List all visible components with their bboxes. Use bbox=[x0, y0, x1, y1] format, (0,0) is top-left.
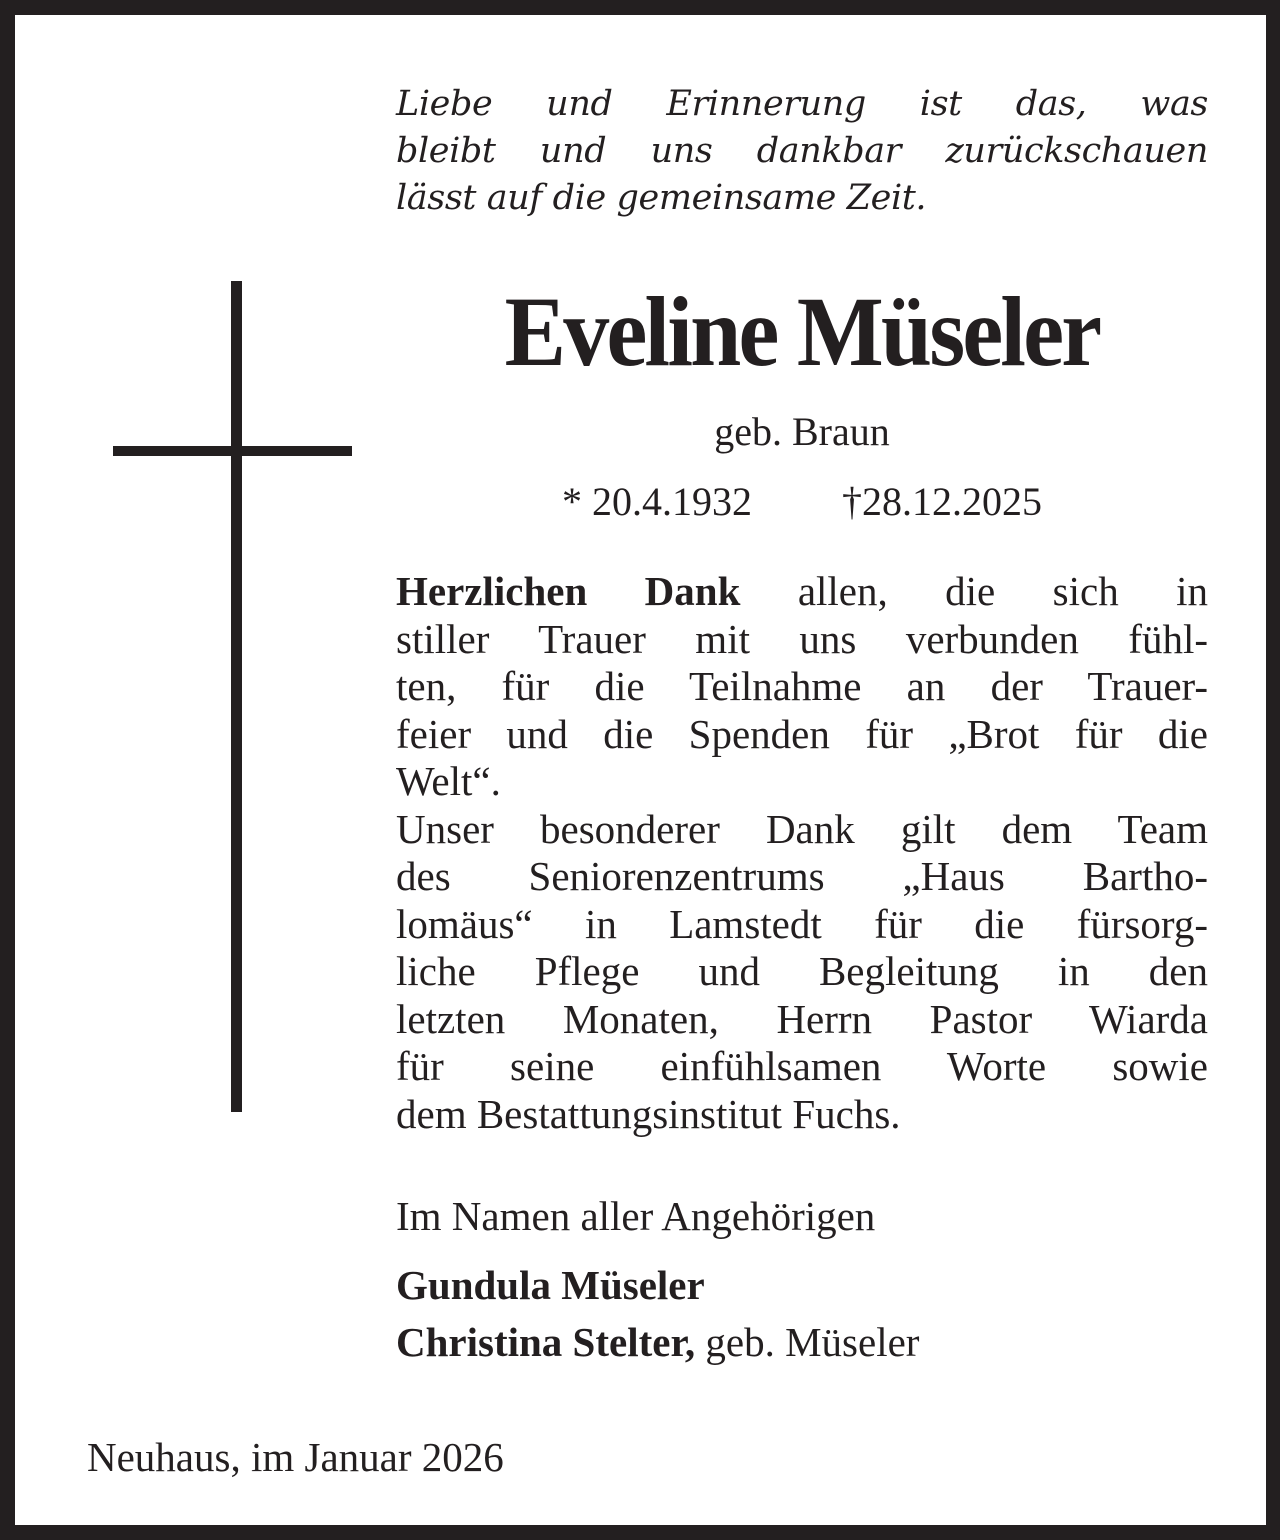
signatory bbox=[396, 1317, 919, 1367]
memorial-quote-line: bleibt und uns dankbar zurückschauen bbox=[396, 131, 1208, 171]
cross-icon-vertical-bar bbox=[231, 281, 242, 1112]
thanks-line: stiller Trauer mit uns verbunden fühl- bbox=[396, 615, 1208, 662]
thanks-line: Welt“. bbox=[396, 758, 501, 804]
thanks-text bbox=[396, 568, 1208, 1138]
thanks-line: ten, für die Teilnahme an der Trauer- bbox=[396, 663, 1208, 709]
thanks-line: Herzlichen Dank allen, die sich in bbox=[396, 568, 1209, 614]
signatory-name: Gundula Müseler bbox=[396, 1262, 705, 1308]
thanks-line: des Seniorenzentrums „Haus Bartho- bbox=[396, 853, 1208, 899]
thanks-lead: Herzlichen Dank bbox=[396, 568, 741, 614]
thanks-line: dem Bestattungsinstitut Fuchs. bbox=[396, 1090, 901, 1137]
thanks-line: liche Pflege und Begleitung in den bbox=[396, 948, 1208, 994]
signatory-name: Christina Stelter, bbox=[396, 1319, 696, 1365]
thanks-line: lomäus“ in Lamstedt für die fürsorg- bbox=[396, 900, 1208, 947]
place-and-date: Neuhaus, im Januar 2026 bbox=[87, 1434, 504, 1480]
signatory-suffix: geb. Müseler bbox=[695, 1319, 920, 1365]
thanks-line: feier und die Spenden für „Brot für die bbox=[396, 710, 1208, 757]
thanks-line: für seine einfühlsamen Worte sowie bbox=[396, 1043, 1208, 1089]
memorial-quote-line: Liebe und Erinnerung ist das, was bbox=[396, 84, 1208, 124]
obituary-notice bbox=[15, 15, 1266, 1525]
cross-icon-horizontal-bar bbox=[113, 446, 352, 456]
memorial-quote-line: lässt auf die gemeinsame Zeit. bbox=[396, 178, 927, 218]
birth-date: * 20.4.1932 bbox=[562, 479, 752, 524]
memorial-quote bbox=[396, 81, 1208, 222]
thanks-line: letzten Monaten, Herrn Pastor Wiarda bbox=[396, 995, 1208, 1042]
thanks-line: Unser besonderer Dank gilt dem Team bbox=[396, 805, 1208, 852]
deceased-name: Eveline Müseler bbox=[504, 276, 1100, 387]
life-dates bbox=[396, 477, 1208, 527]
signoff-intro: Im Namen aller Angehörigen bbox=[396, 1193, 876, 1239]
death-date: †28.12.2025 bbox=[842, 479, 1042, 524]
maiden-name: geb. Braun bbox=[714, 409, 890, 454]
